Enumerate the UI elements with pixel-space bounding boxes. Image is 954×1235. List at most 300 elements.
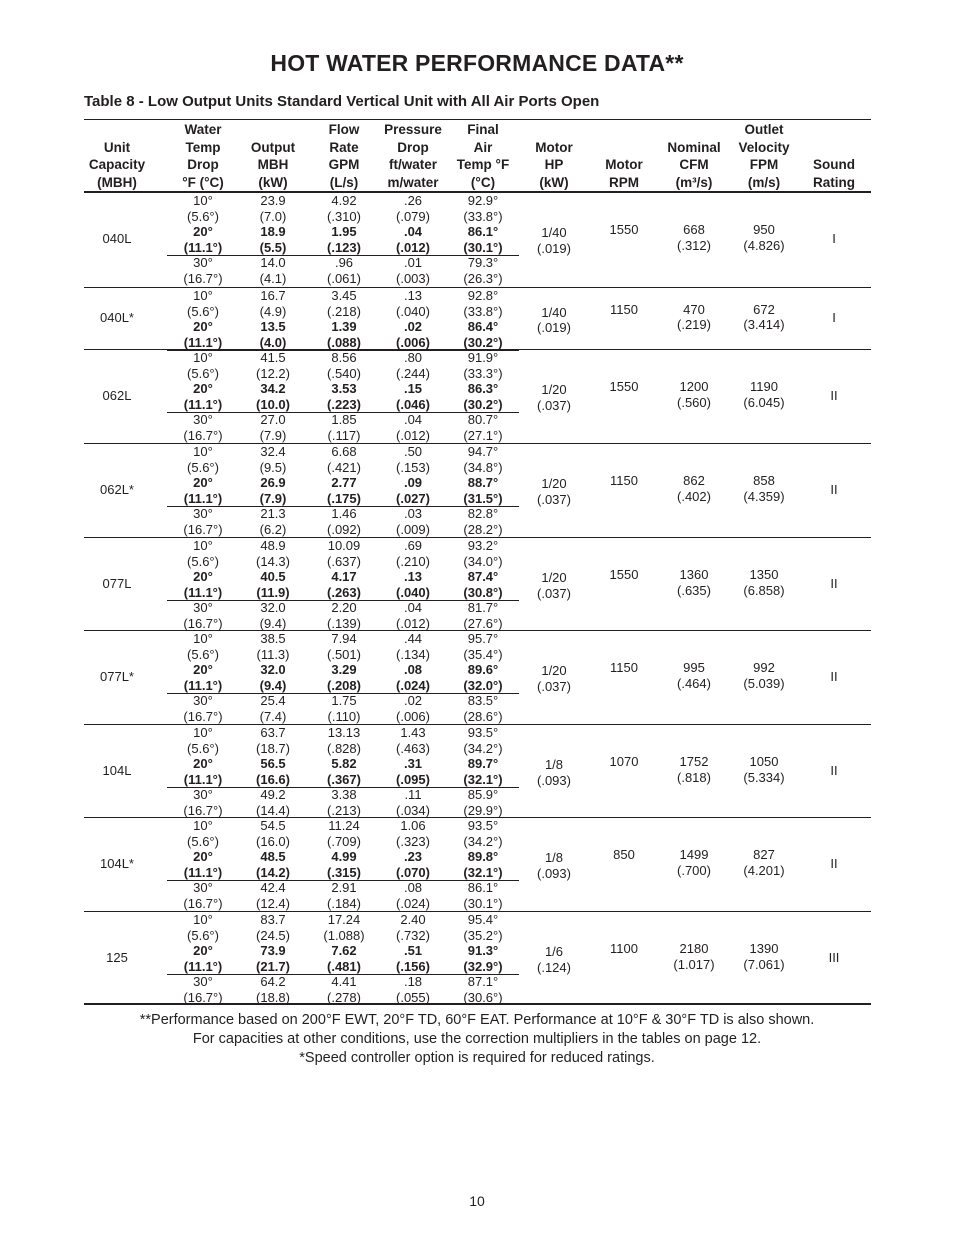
output-cell: (7.9) xyxy=(259,490,287,506)
nominal-cfm-cell: 470 xyxy=(683,301,705,317)
temp-drop-cell: 20° xyxy=(193,381,213,397)
motor-hp-cell: (.124) xyxy=(537,959,571,975)
nominal-cfm-cell: (.560) xyxy=(677,394,711,410)
output-cell: (7.4) xyxy=(259,709,287,724)
header-line: Motor xyxy=(535,139,573,155)
header-outlet-velocity xyxy=(728,121,800,191)
footnote: **Performance based on 200°F EWT, 20°F TD, 60°F EAT. Performance at 10°F & 30°F TD is also shown. xyxy=(139,1012,815,1028)
temp-drop-cell: 20° xyxy=(193,943,213,959)
final-air-temp-cell: (33.8°) xyxy=(463,208,503,224)
motor-hp-cell: (.093) xyxy=(537,772,571,788)
flow-rate-cell: (.540) xyxy=(327,365,361,381)
header-line: ft/water xyxy=(388,157,437,172)
motor-rpm-cell: 1150 xyxy=(610,473,638,489)
pressure-drop-cell: .50 xyxy=(403,444,423,459)
pressure-drop-cell: .18 xyxy=(403,974,423,990)
temp-drop-cell: (16.7°) xyxy=(183,271,223,286)
flow-rate-cell: 11.24 xyxy=(328,818,360,833)
header-line: Temp °F xyxy=(456,157,510,172)
header-line: Sound xyxy=(813,157,855,172)
final-air-temp-cell: 85.9° xyxy=(467,787,499,803)
output-cell: (14.3) xyxy=(256,553,290,569)
header-line: (kW) xyxy=(258,174,288,190)
temp-drop-cell: 30° xyxy=(193,255,213,271)
temp-drop-cell: 30° xyxy=(193,600,213,616)
motor-hp-cell: 1/40 xyxy=(541,304,567,320)
header-line: Air xyxy=(473,139,493,155)
nominal-cfm-cell: (.402) xyxy=(677,488,711,504)
header-line: Flow xyxy=(328,122,360,137)
final-air-temp-cell: 80.7° xyxy=(467,412,499,428)
pressure-drop-cell: .02 xyxy=(403,693,423,709)
final-air-temp-cell: 83.5° xyxy=(467,693,499,709)
pressure-drop-cell: .44 xyxy=(403,631,423,646)
header-water-temp-drop xyxy=(165,121,241,191)
temp-drop-cell: (5.6°) xyxy=(187,553,219,569)
unit-capacity-cell: 040L xyxy=(102,231,132,246)
flow-rate-cell: 8.56 xyxy=(331,350,357,365)
pressure-drop-cell: (.463) xyxy=(396,740,430,756)
flow-rate-cell: (.218) xyxy=(327,303,361,319)
sound-rating-cell: II xyxy=(830,763,838,778)
output-cell: 18.9 xyxy=(260,224,286,240)
pressure-drop-cell: (.040) xyxy=(396,303,430,319)
sound-rating-cell: I xyxy=(832,310,836,326)
temp-drop-cell: (5.6°) xyxy=(187,646,219,662)
outlet-velocity-cell: 827 xyxy=(753,847,775,863)
output-cell: 41.5 xyxy=(260,350,286,365)
flow-rate-cell: (.223) xyxy=(327,396,361,412)
output-cell: (14.2) xyxy=(256,864,290,880)
unit-capacity-cell: 077L* xyxy=(100,669,134,684)
page-number: 10 xyxy=(469,1193,485,1209)
final-air-temp-cell: (31.5°) xyxy=(463,490,503,506)
pressure-drop-cell: .13 xyxy=(403,288,423,303)
output-cell: (10.0) xyxy=(256,396,290,412)
flow-rate-cell: (.088) xyxy=(327,334,361,350)
motor-hp-cell: (.037) xyxy=(537,585,571,601)
pressure-drop-cell: (.012) xyxy=(396,428,430,443)
header-line: (L/s) xyxy=(329,174,359,190)
outlet-velocity-cell: 858 xyxy=(753,473,775,489)
header-output xyxy=(242,121,304,191)
output-cell: (16.6) xyxy=(256,771,290,787)
header-flow-rate xyxy=(311,121,377,191)
outlet-velocity-cell: 1390 xyxy=(749,941,779,957)
final-air-temp-cell: (32.0°) xyxy=(463,677,503,693)
flow-rate-cell: (.117) xyxy=(327,428,361,443)
flow-rate-cell: (.184) xyxy=(327,896,361,911)
pressure-drop-cell: (.024) xyxy=(396,677,430,693)
motor-hp-cell: 1/8 xyxy=(544,757,564,773)
flow-rate-cell: 5.82 xyxy=(331,756,357,772)
temp-drop-cell: 30° xyxy=(193,880,213,896)
flow-rate-cell: 4.41 xyxy=(331,974,357,990)
final-air-temp-cell: (27.6°) xyxy=(463,616,503,631)
unit-capacity-cell: 040L* xyxy=(100,310,134,326)
temp-drop-cell: (11.1°) xyxy=(183,584,223,600)
final-air-temp-cell: 79.3° xyxy=(467,255,499,271)
final-air-temp-cell: (32.9°) xyxy=(463,958,503,974)
outlet-velocity-cell: (6.045) xyxy=(743,394,785,410)
nominal-cfm-cell: 668 xyxy=(683,222,705,238)
output-cell: (7.9) xyxy=(259,428,287,443)
nominal-cfm-cell: 1752 xyxy=(679,754,709,770)
final-air-temp-cell: (26.3°) xyxy=(463,271,503,286)
flow-rate-cell: (.208) xyxy=(327,677,361,693)
header-line: (°C) xyxy=(470,174,496,190)
output-cell: 73.9 xyxy=(260,943,286,959)
temp-drop-cell: (5.6°) xyxy=(187,459,219,475)
flow-rate-cell: 4.99 xyxy=(331,849,357,865)
sound-rating-cell: II xyxy=(830,576,838,591)
output-cell: 38.5 xyxy=(260,631,286,646)
flow-rate-cell: 1.95 xyxy=(331,224,357,240)
pressure-drop-cell: (.095) xyxy=(396,771,430,787)
temp-drop-cell: (5.6°) xyxy=(187,833,219,849)
header-line: HP xyxy=(544,157,564,172)
flow-rate-cell: (.110) xyxy=(327,709,361,724)
output-cell: (6.2) xyxy=(259,522,287,537)
pressure-drop-cell: (.134) xyxy=(396,646,430,662)
output-cell: (18.7) xyxy=(256,740,290,756)
temp-drop-cell: (11.1°) xyxy=(183,334,223,350)
header-line: Rating xyxy=(813,174,855,190)
pressure-drop-cell: (.012) xyxy=(396,616,430,631)
final-air-temp-cell: (32.1°) xyxy=(463,771,503,787)
final-air-temp-cell: (30.2°) xyxy=(463,334,503,350)
outlet-velocity-cell: 672 xyxy=(753,301,775,317)
final-air-temp-cell: (30.2°) xyxy=(463,396,503,412)
final-air-temp-cell: (30.8°) xyxy=(463,584,503,600)
pressure-drop-cell: .11 xyxy=(404,787,422,803)
sound-rating-cell: III xyxy=(828,950,840,965)
flow-rate-cell: 2.20 xyxy=(331,600,357,616)
pressure-drop-cell: (.009) xyxy=(396,522,430,537)
temp-drop-cell: 10° xyxy=(193,444,213,459)
flow-rate-cell: 3.29 xyxy=(331,662,357,678)
final-air-temp-cell: (27.1°) xyxy=(463,428,503,443)
motor-rpm-cell: 850 xyxy=(613,847,635,863)
output-cell: 63.7 xyxy=(260,725,286,740)
nominal-cfm-cell: (.219) xyxy=(677,317,711,333)
final-air-temp-cell: 95.7° xyxy=(467,631,499,646)
pressure-drop-cell: .08 xyxy=(403,662,423,678)
header-line: Final xyxy=(467,122,499,137)
output-cell: 32.4 xyxy=(260,444,286,459)
pressure-drop-cell: 1.43 xyxy=(400,725,426,740)
output-cell: (7.0) xyxy=(259,208,287,224)
temp-drop-cell: (5.6°) xyxy=(187,927,219,943)
footnote: *Speed controller option is required for reduced ratings. xyxy=(299,1050,655,1066)
motor-hp-cell: 1/20 xyxy=(541,476,567,492)
output-cell: 14.0 xyxy=(260,255,286,271)
pressure-drop-cell: .08 xyxy=(403,880,423,896)
output-cell: (18.8) xyxy=(256,990,290,1005)
output-cell: 23.9 xyxy=(260,193,286,208)
pressure-drop-cell: (.079) xyxy=(396,208,430,224)
flow-rate-cell: 2.91 xyxy=(331,880,357,896)
motor-hp-cell: (.019) xyxy=(537,240,571,256)
nominal-cfm-cell: 1200 xyxy=(679,379,709,395)
pressure-drop-cell: .80 xyxy=(403,350,423,365)
flow-rate-cell: 1.75 xyxy=(331,693,357,709)
flow-rate-cell: (.123) xyxy=(327,239,361,255)
pressure-drop-cell: (.070) xyxy=(396,864,430,880)
flow-rate-cell: 3.38 xyxy=(331,787,357,803)
output-cell: 13.5 xyxy=(260,319,286,335)
pressure-drop-cell: .69 xyxy=(403,538,423,553)
flow-rate-cell: 6.68 xyxy=(331,444,357,459)
flow-rate-cell: (.310) xyxy=(327,208,361,224)
temp-drop-cell: 30° xyxy=(193,412,213,428)
flow-rate-cell: (.315) xyxy=(327,864,361,880)
final-air-temp-cell: 93.5° xyxy=(467,818,499,833)
final-air-temp-cell: 91.3° xyxy=(467,943,499,959)
temp-drop-cell: (11.1°) xyxy=(183,864,223,880)
header-line: Rate xyxy=(329,139,359,155)
output-cell: (4.0) xyxy=(259,334,287,350)
temp-drop-cell: 20° xyxy=(193,756,213,772)
pressure-drop-cell: (.034) xyxy=(396,803,430,818)
final-air-temp-cell: (29.9°) xyxy=(463,803,503,818)
motor-rpm-cell: 1070 xyxy=(609,754,639,770)
temp-drop-cell: (16.7°) xyxy=(183,896,223,911)
temp-drop-cell: (16.7°) xyxy=(183,428,223,443)
flow-rate-cell: (.501) xyxy=(327,646,361,662)
header-unit-capacity xyxy=(84,121,150,191)
output-cell: (11.3) xyxy=(256,646,290,662)
final-air-temp-cell: 86.1° xyxy=(467,224,499,240)
pressure-drop-cell: (.006) xyxy=(396,334,430,350)
final-air-temp-cell: 91.9° xyxy=(467,350,499,365)
unit-capacity-cell: 125 xyxy=(106,950,128,965)
sound-rating-cell: II xyxy=(830,388,838,403)
flow-rate-cell: 4.92 xyxy=(331,193,357,208)
final-air-temp-cell: 86.1° xyxy=(467,880,499,896)
output-cell: 34.2 xyxy=(260,381,286,397)
footnote: For capacities at other conditions, use the correction multipliers in the tables on page 12. xyxy=(192,1031,762,1047)
flow-rate-cell: 17.24 xyxy=(327,912,361,927)
motor-hp-cell: (.019) xyxy=(537,320,571,336)
temp-drop-cell: (5.6°) xyxy=(187,208,219,224)
flow-rate-cell: 7.62 xyxy=(331,943,357,959)
flow-rate-cell: (1.088) xyxy=(323,927,365,943)
temp-drop-cell: 30° xyxy=(193,506,213,522)
flow-rate-cell: (.263) xyxy=(327,584,361,600)
temp-drop-cell: 30° xyxy=(193,974,213,990)
header-line: °F (°C) xyxy=(182,174,224,190)
final-air-temp-cell: 92.8° xyxy=(467,288,499,303)
temp-drop-cell: 10° xyxy=(193,818,213,833)
output-cell: 48.5 xyxy=(260,849,286,865)
pressure-drop-cell: .04 xyxy=(403,224,423,240)
motor-hp-cell: 1/20 xyxy=(541,382,567,398)
pressure-drop-cell: .03 xyxy=(403,506,423,522)
temp-drop-cell: (11.1°) xyxy=(183,771,223,787)
final-air-temp-cell: 94.7° xyxy=(467,444,499,459)
pressure-drop-cell: .31 xyxy=(403,756,423,772)
outlet-velocity-cell: 1190 xyxy=(750,379,778,395)
pressure-drop-cell: .13 xyxy=(403,569,423,585)
final-air-temp-cell: 95.4° xyxy=(467,912,499,927)
final-air-temp-cell: (30.1°) xyxy=(463,896,503,911)
pressure-drop-cell: .04 xyxy=(403,412,423,428)
header-line: RPM xyxy=(609,174,639,190)
pressure-drop-cell: (.006) xyxy=(396,709,430,724)
pressure-drop-cell: (.732) xyxy=(396,927,430,943)
pressure-drop-cell: (.012) xyxy=(396,239,430,255)
flow-rate-cell: (.421) xyxy=(327,459,361,475)
temp-drop-cell: (11.1°) xyxy=(183,239,223,255)
final-air-temp-cell: 87.1° xyxy=(467,974,499,990)
flow-rate-cell: 3.53 xyxy=(331,381,357,397)
motor-hp-cell: (.037) xyxy=(537,397,571,413)
output-cell: 26.9 xyxy=(260,475,286,491)
motor-hp-cell: 1/6 xyxy=(544,944,564,960)
header-sound-rating xyxy=(803,121,865,191)
header-line: CFM xyxy=(679,157,709,172)
final-air-temp-cell: (34.8°) xyxy=(463,459,503,475)
flow-rate-cell: (.481) xyxy=(327,958,361,974)
output-cell: (14.4) xyxy=(256,803,290,818)
header-motor-rpm xyxy=(594,121,654,191)
header-line: m/water xyxy=(387,174,439,190)
header-line: GPM xyxy=(328,157,360,172)
output-cell: 40.5 xyxy=(260,569,286,585)
motor-rpm-cell: 1150 xyxy=(610,301,638,317)
nominal-cfm-cell: 995 xyxy=(683,660,705,676)
nominal-cfm-cell: 1360 xyxy=(679,567,709,583)
pressure-drop-cell: .51 xyxy=(403,943,423,959)
header-line: Drop xyxy=(397,139,429,155)
sound-rating-cell: II xyxy=(830,856,838,871)
temp-drop-cell: 10° xyxy=(193,725,213,740)
header-line: Output xyxy=(250,139,296,155)
temp-drop-cell: (11.1°) xyxy=(183,958,223,974)
outlet-velocity-cell: (5.039) xyxy=(743,675,785,691)
unit-capacity-cell: 077L xyxy=(102,576,132,591)
output-cell: 25.4 xyxy=(260,693,286,709)
header-pressure-drop xyxy=(378,121,448,191)
temp-drop-cell: 30° xyxy=(193,693,213,709)
flow-rate-cell: 4.17 xyxy=(331,569,357,585)
final-air-temp-cell: 86.4° xyxy=(467,319,499,335)
output-cell: 27.0 xyxy=(260,412,286,428)
temp-drop-cell: 20° xyxy=(193,662,213,678)
temp-drop-cell: (5.6°) xyxy=(187,303,219,319)
table-bottom-rule xyxy=(84,1003,871,1005)
motor-hp-cell: (.093) xyxy=(537,865,571,881)
pressure-drop-cell: (.040) xyxy=(396,584,430,600)
output-cell: (21.7) xyxy=(256,958,290,974)
flow-rate-cell: 10.09 xyxy=(327,538,361,553)
output-cell: 21.3 xyxy=(260,506,286,522)
output-cell: 32.0 xyxy=(260,600,286,616)
output-cell: (16.0) xyxy=(256,833,290,849)
footnotes xyxy=(0,1011,954,1068)
flow-rate-cell: 2.77 xyxy=(331,475,357,491)
outlet-velocity-cell: (4.826) xyxy=(743,237,785,253)
nominal-cfm-cell: (.635) xyxy=(677,582,711,598)
final-air-temp-cell: 93.2° xyxy=(467,538,499,553)
final-air-temp-cell: (32.1°) xyxy=(463,864,503,880)
final-air-temp-cell: 89.8° xyxy=(467,849,499,865)
pressure-drop-cell: (.027) xyxy=(396,490,430,506)
final-air-temp-cell: 87.4° xyxy=(467,569,499,585)
header-line: (kW) xyxy=(539,174,569,190)
outlet-velocity-cell: 1050 xyxy=(749,754,779,770)
final-air-temp-cell: (35.4°) xyxy=(463,646,503,662)
temp-drop-cell: (16.7°) xyxy=(183,803,223,818)
pressure-drop-cell: (.244) xyxy=(396,365,430,381)
output-cell: 64.2 xyxy=(260,974,286,990)
page-title: HOT WATER PERFORMANCE DATA** xyxy=(270,50,684,76)
temp-drop-cell: (16.7°) xyxy=(183,709,223,724)
pressure-drop-cell: .02 xyxy=(403,319,423,335)
output-cell: 56.5 xyxy=(260,756,286,772)
outlet-velocity-cell: 950 xyxy=(753,222,775,238)
temp-drop-cell: (16.7°) xyxy=(183,990,223,1005)
motor-rpm-cell: 1100 xyxy=(610,941,638,957)
header-final-air-temp xyxy=(447,121,519,191)
pressure-drop-cell: .01 xyxy=(403,255,423,271)
motor-hp-cell: (.037) xyxy=(537,491,571,507)
motor-rpm-cell: 1550 xyxy=(609,379,639,395)
nominal-cfm-cell: 1499 xyxy=(679,847,709,863)
nominal-cfm-cell: (.464) xyxy=(677,675,711,691)
final-air-temp-cell: 86.3° xyxy=(467,381,499,397)
pressure-drop-cell: (.046) xyxy=(396,396,430,412)
nominal-cfm-cell: (.818) xyxy=(677,769,711,785)
temp-drop-cell: 20° xyxy=(193,849,213,865)
motor-hp-cell: 1/8 xyxy=(544,850,564,866)
outlet-velocity-cell: (4.201) xyxy=(743,862,785,878)
header-line: Water xyxy=(184,122,222,137)
temp-drop-cell: 10° xyxy=(193,538,213,553)
motor-hp-cell: 1/20 xyxy=(541,663,567,679)
pressure-drop-cell: (.003) xyxy=(396,271,430,286)
temp-drop-cell: 10° xyxy=(193,350,213,365)
final-air-temp-cell: 92.9° xyxy=(467,193,499,208)
pressure-drop-cell: (.024) xyxy=(396,896,430,911)
final-air-temp-cell: (34.2°) xyxy=(463,740,503,756)
pressure-drop-cell: .15 xyxy=(403,381,423,397)
flow-rate-cell: 7.94 xyxy=(331,631,357,646)
unit-capacity-cell: 104L xyxy=(102,763,132,778)
flow-rate-cell: (.367) xyxy=(327,771,361,787)
output-cell: (9.4) xyxy=(259,677,287,693)
nominal-cfm-cell: 2180 xyxy=(679,941,709,957)
temp-drop-cell: (5.6°) xyxy=(187,365,219,381)
flow-rate-cell: (.213) xyxy=(327,803,361,818)
pressure-drop-cell: 2.40 xyxy=(400,912,426,927)
temp-drop-cell: 10° xyxy=(193,631,213,646)
table-caption: Table 8 - Low Output Units Standard Vertical Unit with All Air Ports Open xyxy=(84,93,600,110)
nominal-cfm-cell: (.312) xyxy=(677,237,711,253)
temp-drop-cell: (11.1°) xyxy=(183,396,223,412)
flow-rate-cell: 13.13 xyxy=(327,725,361,740)
flow-rate-cell: 1.85 xyxy=(331,412,357,428)
final-air-temp-cell: 89.7° xyxy=(467,756,499,772)
final-air-temp-cell: (28.2°) xyxy=(463,522,503,537)
final-air-temp-cell: (35.2°) xyxy=(463,927,503,943)
pressure-drop-cell: (.055) xyxy=(396,990,430,1005)
temp-drop-cell: (11.1°) xyxy=(183,677,223,693)
pressure-drop-cell: (.153) xyxy=(396,459,430,475)
output-cell: (5.5) xyxy=(259,239,287,255)
temp-drop-cell: 20° xyxy=(193,475,213,491)
